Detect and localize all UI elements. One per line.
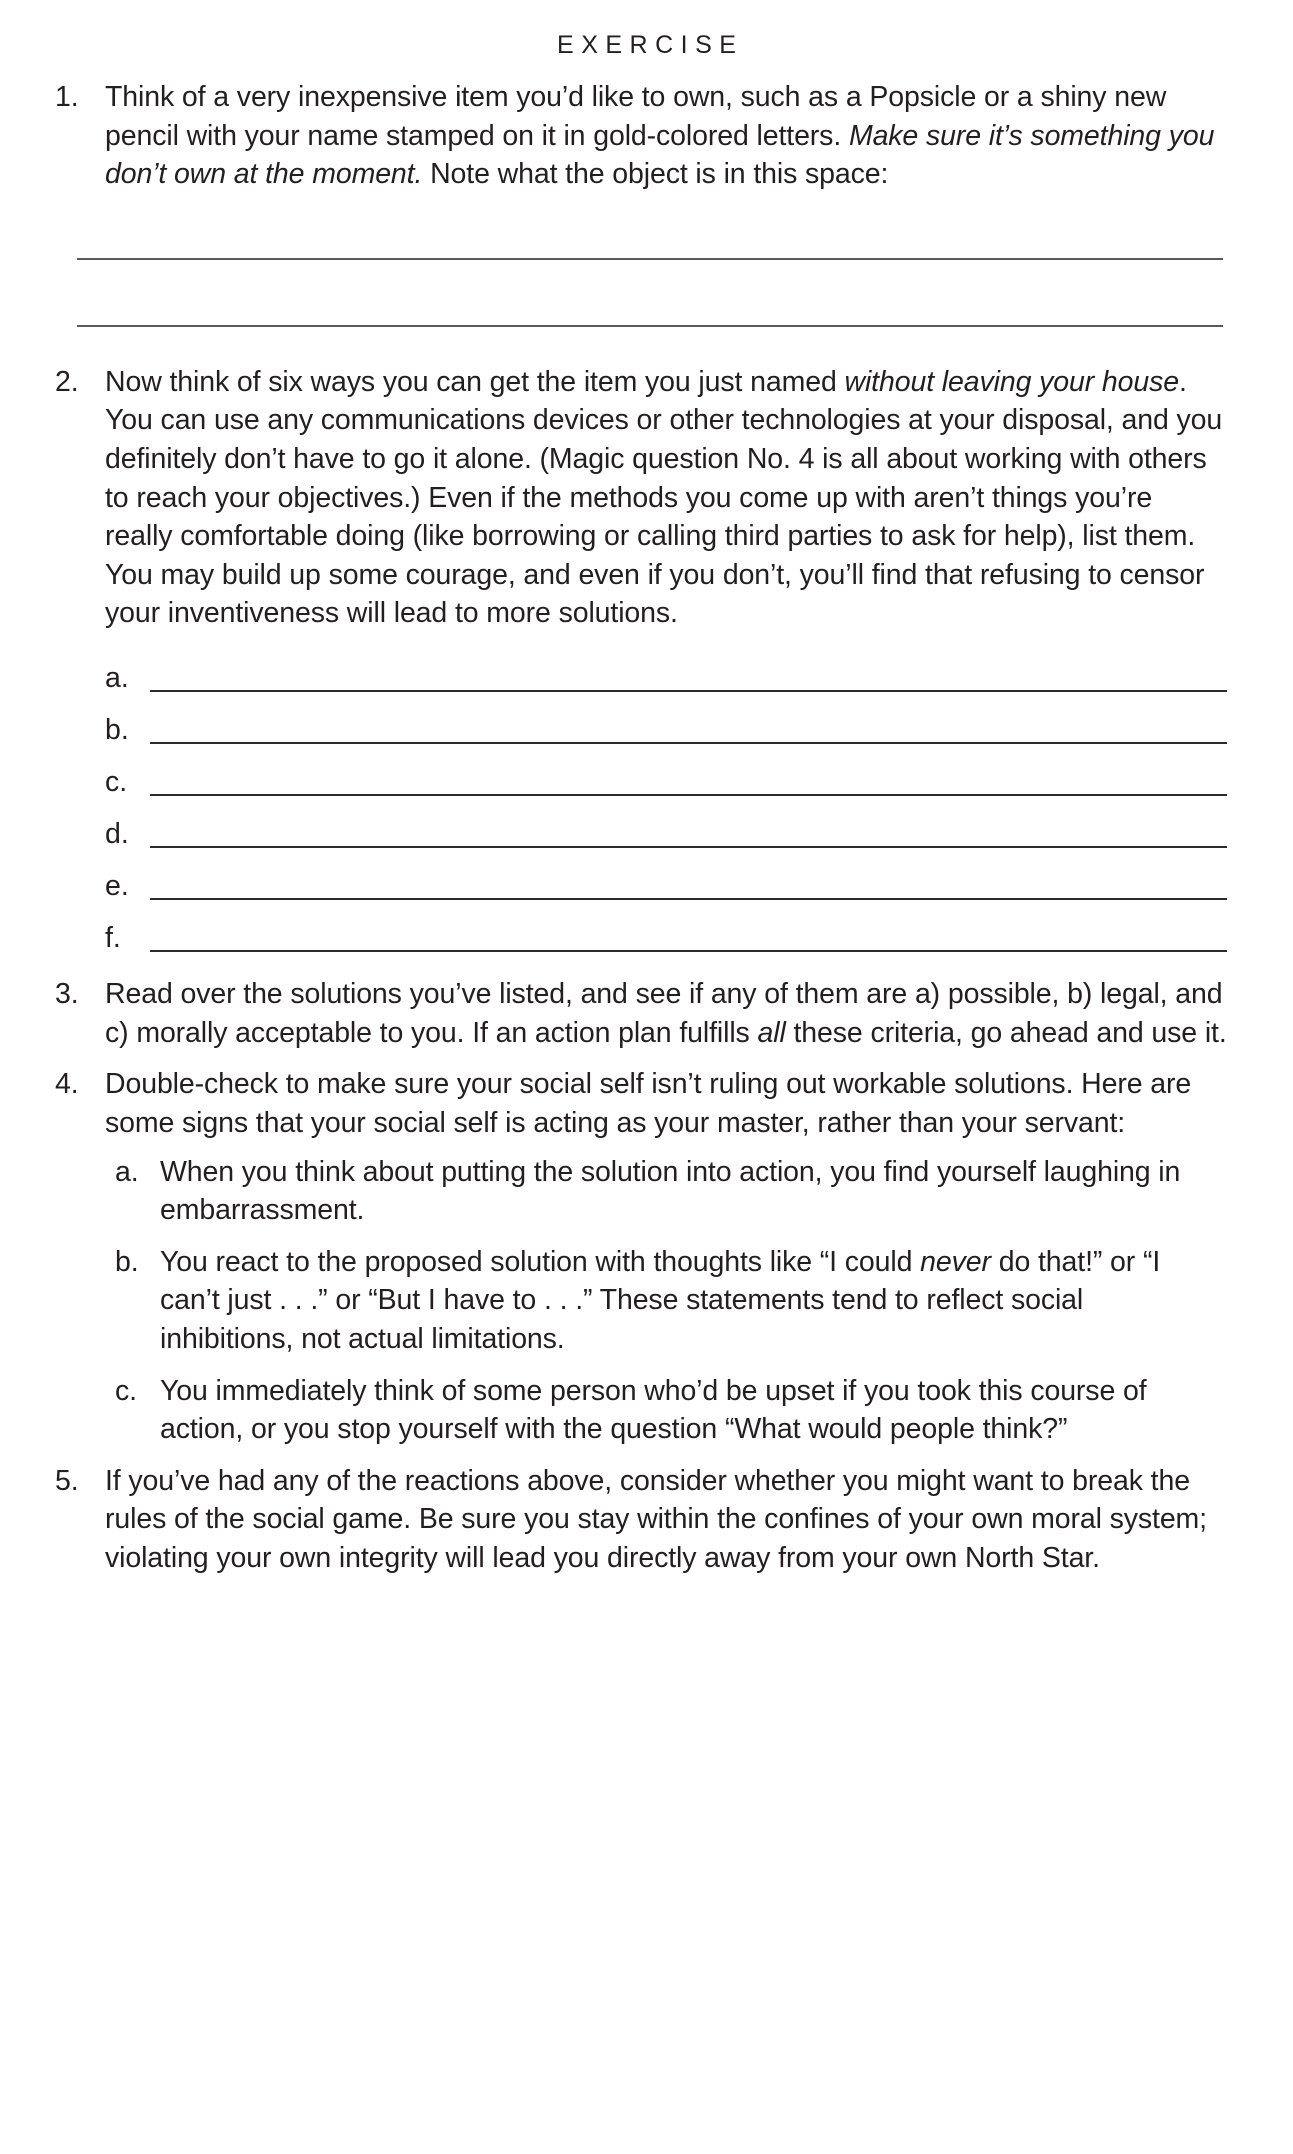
list-marker-5: 5. bbox=[55, 1464, 79, 1497]
blank-rule-e[interactable] bbox=[150, 898, 1227, 900]
sub-b-text-lead: You react to the proposed solution with thoughts like “I could bbox=[160, 1245, 921, 1278]
blank-marker-e: e. bbox=[105, 870, 129, 903]
blank-marker-c: c. bbox=[105, 766, 128, 799]
spacer bbox=[0, 633, 1293, 663]
item1-text-lead: Think of a very inexpensive item you’d like to own, such as a Popsicle or a shiny new pencil with your name stamped on it in gold-colored letters. bbox=[105, 81, 1167, 152]
list-item-5-text: If you’ve had any of the reactions above, consider whether you might want to break the rules of the social game. Be sure you stay within the confines of your own moral system; violating your own integrity will lead you directly away from your own North Star. bbox=[105, 1464, 1207, 1575]
answer-blank-row-f[interactable] bbox=[105, 923, 1227, 975]
sub-b-text-emphasis: never bbox=[920, 1245, 991, 1278]
blank-rule-a[interactable] bbox=[150, 690, 1227, 692]
sub-list-marker-c: c. bbox=[115, 1374, 137, 1407]
exercise-step-list-3 bbox=[0, 975, 1293, 1578]
spacer bbox=[0, 60, 1293, 78]
item3-text-tail: these criteria, go ahead and use it. bbox=[785, 1016, 1227, 1049]
sub-list-item-b bbox=[115, 1243, 1217, 1359]
answer-blank-row-c[interactable] bbox=[105, 767, 1227, 819]
spacer bbox=[0, 194, 1293, 258]
item3-text-lead: Read over the solutions you’ve listed, and see if any of them are a) possible, b) legal, and c) morally acceptable to you. If an action plan fulfills bbox=[105, 978, 1223, 1049]
list-item-2 bbox=[55, 363, 1227, 633]
item3-text-emphasis: all bbox=[757, 1016, 786, 1049]
list-marker-4: 4. bbox=[55, 1068, 79, 1101]
item2-text-tail: . You can use any communications devices or other technologies at your disposal, and you definitely don’t have to go it alone. (Magic question No. 4 is all about working with others to reach your objectives.) Even if the methods you come up with aren’t things you’re really comfortable doing (like borrowing or calling third parties to ask for help), list them. You may build up some courage, and even if you don’t, you’ll find that refusing to censor your inventiveness will lead to more solutions. bbox=[105, 365, 1223, 630]
sub-list-marker-b: b. bbox=[115, 1245, 139, 1278]
sub-list-item-c-text bbox=[160, 1375, 1147, 1446]
sub-list-item-b-text bbox=[160, 1246, 1160, 1355]
blank-marker-b: b. bbox=[105, 714, 129, 747]
list-item-1-text bbox=[105, 81, 1214, 190]
blank-marker-a: a. bbox=[105, 662, 129, 695]
list-item-2-text bbox=[105, 366, 1222, 630]
blank-rule-f[interactable] bbox=[150, 950, 1227, 952]
exercise-step-list bbox=[0, 78, 1293, 194]
list-item-4 bbox=[55, 1065, 1227, 1448]
answer-blank-row-a[interactable] bbox=[105, 663, 1227, 715]
list-marker-3: 3. bbox=[55, 978, 79, 1011]
sub-c-text-lead: You immediately think of some person who’d be upset if you took this course of action, or you stop yourself with the question “What would people think?” bbox=[160, 1374, 1147, 1446]
sub-b-text-tail: do that!” or “I can’t just . . .” or “But I have to . . .” These statements tend to reflect social inhibitions, not actual limitations. bbox=[160, 1245, 1161, 1355]
answer-blank-row-d[interactable] bbox=[105, 819, 1227, 871]
sub-list-marker-a: a. bbox=[115, 1155, 139, 1188]
item2-text-lead: Now think of six ways you can get the item you just named bbox=[105, 365, 845, 398]
sub-list-item-a-text bbox=[160, 1156, 1180, 1227]
sub-list-item-a bbox=[115, 1153, 1217, 1230]
list-item-1 bbox=[55, 78, 1227, 194]
list-item-5 bbox=[55, 1462, 1227, 1578]
sub-list-item-c bbox=[115, 1372, 1217, 1449]
item2-text-emphasis: without leaving your house bbox=[844, 365, 1179, 398]
sub-a-text-lead: When you think about putting the solution into action, you find yourself laughing in embarrassment. bbox=[160, 1155, 1181, 1227]
spacer bbox=[0, 327, 1293, 363]
list-item-4-sublist bbox=[105, 1153, 1227, 1449]
item1-text-emphasis: Make sure it’s something you don’t own at the moment. bbox=[105, 119, 1215, 191]
page-title: EXERCISE bbox=[557, 31, 744, 59]
answer-blank-row-e[interactable] bbox=[105, 871, 1227, 923]
spacer bbox=[0, 260, 1293, 325]
list-item-3-text bbox=[105, 978, 1227, 1049]
item1-text-tail: Note what the object is in this space: bbox=[422, 158, 889, 191]
exercise-step-list-2 bbox=[0, 363, 1293, 633]
blank-marker-d: d. bbox=[105, 818, 129, 851]
answer-blank-line-list bbox=[0, 663, 1293, 975]
list-item-3 bbox=[55, 975, 1227, 1052]
answer-space-item-1 bbox=[0, 194, 1293, 327]
answer-blank-row-b[interactable] bbox=[105, 715, 1227, 767]
blank-marker-f: f. bbox=[105, 922, 121, 955]
list-marker-2: 2. bbox=[55, 365, 79, 398]
list-marker-1: 1. bbox=[55, 81, 79, 113]
blank-rule-b[interactable] bbox=[150, 742, 1227, 744]
list-item-4-text: Double-check to make sure your social self isn’t ruling out workable solutions. Here are some signs that your social self is acting as your master, rather than your servant: bbox=[105, 1068, 1192, 1139]
blank-rule-c[interactable] bbox=[150, 794, 1227, 796]
blank-rule-d[interactable] bbox=[150, 846, 1227, 848]
